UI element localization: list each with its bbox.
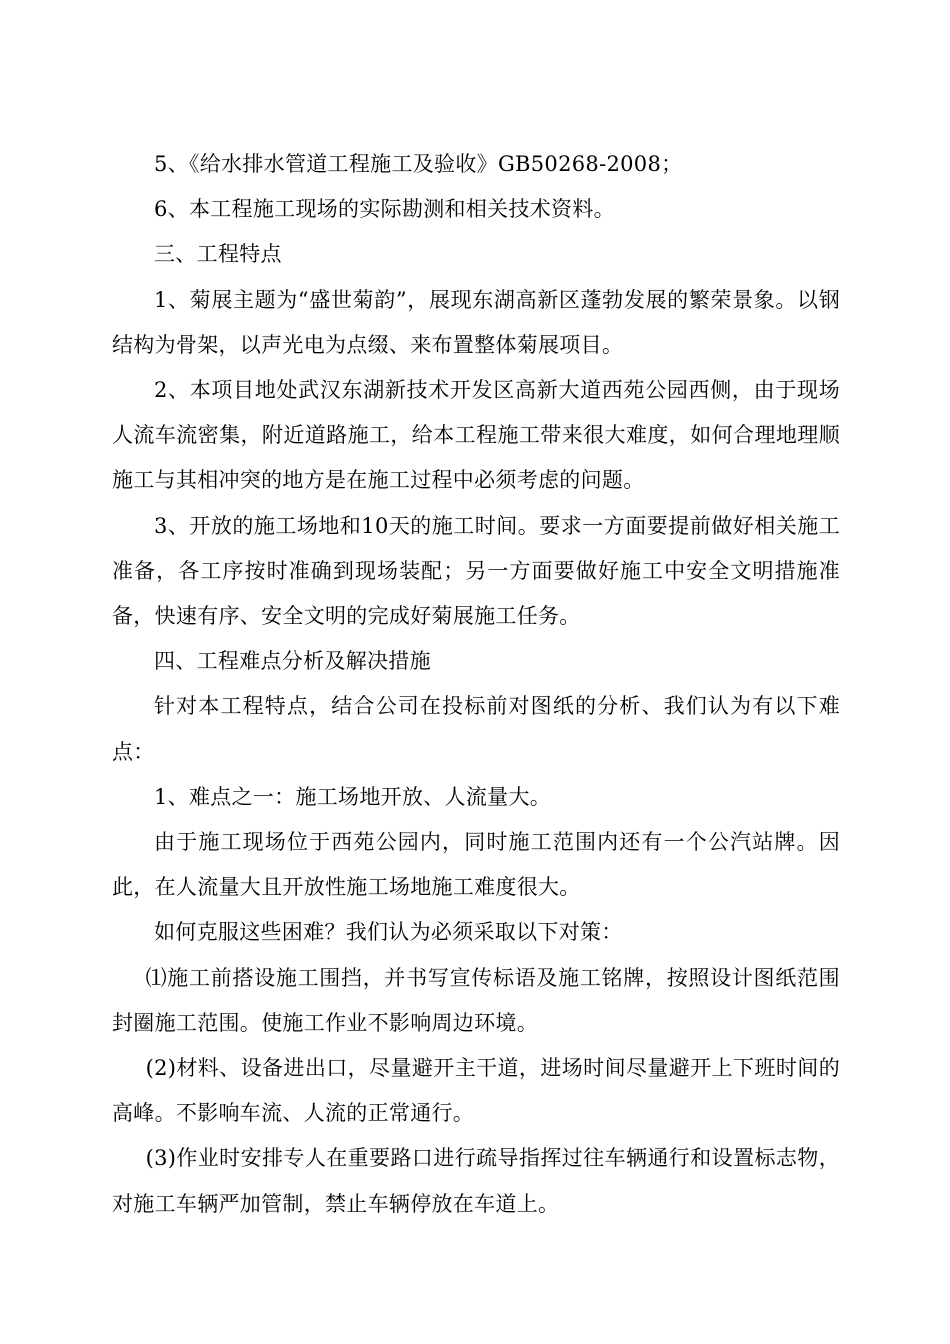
paragraph-feature-2: 2、本项目地处武汉东湖新技术开发区高新大道西苑公园西侧，由于现场人流车流密集，附近道路施工，给本工程施工带来很大难度，如何合理地理顺施工与其相冲突的地方是在施工过程中必须考虑的问题。 [112, 378, 840, 493]
paragraph-countermeasures-intro: 如何克服这些困难？我们认为必须采取以下对策： [154, 920, 623, 945]
paragraph-feature-1: 1、菊展主题为“盛世菊韵”，展现东湖高新区蓬勃发展的繁荣景象。以钢结构为骨架，以声光电为点缀、来布置整体菊展项目。 [112, 287, 840, 357]
paragraph-reference-6: 6、本工程施工现场的实际勘测和相关技术资料。 [154, 197, 615, 222]
paragraph-difficulty-1: 1、难点之一：施工场地开放、人流量大。 [154, 784, 552, 809]
paragraph-countermeasure-1: ⑴施工前搭设施工围挡，并书写宣传标语及施工铭牌，按照设计图纸范围封圈施工范围。使施工作业不影响周边环境。 [112, 965, 840, 1035]
document-body [112, 142, 840, 1227]
section-heading-difficulties: 四、工程难点分析及解决措施 [154, 649, 431, 674]
paragraph-reference-5: 5、《给水排水管道工程施工及验收》GB50268-2008； [154, 152, 683, 176]
paragraph-countermeasure-3: (3)作业时安排专人在重要路口进行疏导指挥过往车辆通行和设置标志物，对施工车辆严加管制，禁止车辆停放在车道上。 [112, 1146, 840, 1216]
paragraph-difficulties-intro: 针对本工程特点，结合公司在投标前对图纸的分析、我们认为有以下难点： [112, 694, 840, 764]
paragraph-feature-3: 3、开放的施工场地和10天的施工时间。要求一方面要提前做好相关施工准备，各工序按时准确到现场装配；另一方面要做好施工中安全文明措施准备，快速有序、安全文明的完成好菊展施工任务。 [112, 513, 840, 629]
paragraph-countermeasure-2: (2)材料、设备进出口，尽量避开主干道，进场时间尽量避开上下班时间的高峰。不影响车流、人流的正常通行。 [112, 1056, 840, 1126]
section-heading-features: 三、工程特点 [154, 242, 282, 267]
paragraph-difficulty-1-detail: 由于施工现场位于西苑公园内，同时施工范围内还有一个公汽站牌。因此，在人流量大且开放性施工场地施工难度很大。 [112, 830, 840, 900]
